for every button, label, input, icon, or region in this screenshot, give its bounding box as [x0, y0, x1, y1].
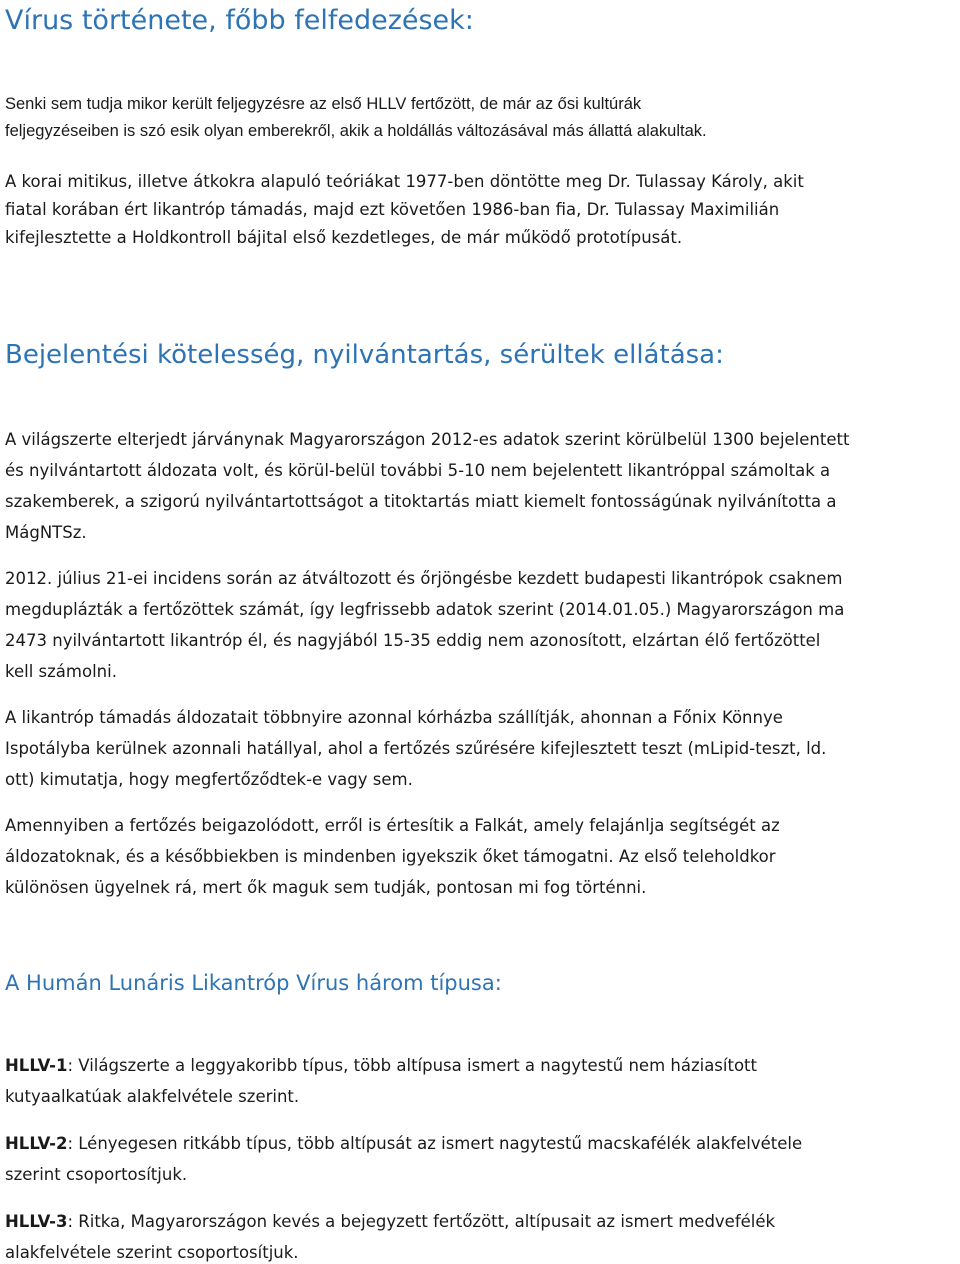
text-line: 2473 nyilvántartott likantróp él, és nagyjából 15-35 eddig nem azonosított, elzártan élő fertőzöttel	[5, 631, 821, 650]
text-line: Ispotályba kerülnek azonnali hatállyal, ahol a fertőzés szűrésére kifejlesztett teszt (mLipid-teszt, ld.	[5, 739, 827, 758]
text-line: ott) kimutatja, hogy megfertőződtek-e vagy sem.	[5, 770, 413, 789]
type-description: : Lényegesen ritkább típus, több altípusát az ismert nagytestű macskafélék alakfelvétele	[67, 1134, 803, 1153]
paragraph-reporting-pack	[5, 810, 952, 903]
text-line: Amennyiben a fertőzés beigazolódott, erről is értesítik a Falkát, amely felajánlja segítségét az	[5, 816, 780, 835]
text-line	[5, 1128, 952, 1159]
type-code: HLLV-3	[5, 1212, 68, 1231]
text-line: MágNTSz.	[5, 523, 87, 542]
paragraph-reporting-stats	[5, 424, 952, 548]
text-line: feljegyzéseiben is szó esik olyan emberekről, akik a holdállás változásával más állattá alakultak.	[5, 122, 707, 140]
text-line: kutyaalkatúak alakfelvétele szerint.	[5, 1087, 300, 1106]
type-code: HLLV-1	[5, 1056, 68, 1075]
text-line: áldozatoknak, és a későbbiekben is mindenben igyekszik őket támogatni. Az első teleholdkor	[5, 847, 776, 866]
paragraph-history-intro	[5, 91, 952, 145]
type-item-hllv2	[5, 1128, 952, 1190]
text-line: A világszerte elterjedt járványnak Magyarországon 2012-es adatok szerint körülbelül 1300 bejelentett	[5, 430, 850, 449]
type-item-hllv3	[5, 1206, 952, 1264]
text-line: szerint csoportosítjuk.	[5, 1165, 188, 1184]
section-heading-reporting: Bejelentési kötelesség, nyilvántartás, sérültek ellátása:	[5, 340, 724, 370]
text-line: alakfelvétele szerint csoportosítjuk.	[5, 1243, 299, 1262]
text-line: kell számolni.	[5, 662, 117, 681]
text-line: A likantróp támadás áldozatait többnyire azonnal kórházba szállítják, ahonnan a Főnix Könnye	[5, 708, 783, 727]
type-description: : Ritka, Magyarországon kevés a bejegyzett fertőzött, altípusait az ismert medvefélék	[67, 1212, 776, 1231]
type-code: HLLV-2	[5, 1134, 68, 1153]
text-line: és nyilvántartott áldozata volt, és körül-belül további 5-10 nem bejelentett likantróppal számoltak a	[5, 461, 831, 480]
paragraph-history-discovery	[5, 168, 952, 252]
paragraph-reporting-treatment	[5, 702, 952, 795]
text-line: megduplázták a fertőzöttek számát, így legfrissebb adatok szerint (2014.01.05.) Magyarországon ma	[5, 600, 845, 619]
text-line: A korai mitikus, illetve átkokra alapuló teóriákat 1977-ben döntötte meg Dr. Tulassay Károly, akit	[5, 172, 804, 191]
text-line: Senki sem tudja mikor került feljegyzésre az első HLLV fertőzött, de már az ősi kultúrák	[5, 95, 642, 113]
text-line: szakemberek, a szigorú nyilvántartottságot a titoktartás miatt kiemelt fontosságúnak nyilvánította a	[5, 492, 837, 511]
section-heading-types: A Humán Lunáris Likantróp Vírus három típusa:	[5, 971, 502, 995]
section-heading-history: Vírus története, főbb felfedezések:	[5, 5, 474, 36]
text-line: 2012. július 21-ei incidens során az átváltozott és őrjöngésbe kezdett budapesti likantrópok csaknem	[5, 569, 843, 588]
text-line: fiatal korában ért likantróp támadás, majd ezt követően 1986-ban fia, Dr. Tulassay Maximilián	[5, 200, 780, 219]
text-line	[5, 1050, 952, 1081]
text-line: kifejlesztette a Holdkontroll bájital első kezdetleges, de már működő prototípusát.	[5, 228, 683, 247]
paragraph-reporting-incident	[5, 563, 952, 687]
text-line	[5, 1206, 952, 1237]
text-line: különösen ügyelnek rá, mert ők maguk sem tudják, pontosan mi fog történni.	[5, 878, 647, 897]
type-description: : Világszerte a leggyakoribb típus, több altípusa ismert a nagytestű nem háziasított	[67, 1056, 757, 1075]
type-item-hllv1	[5, 1050, 952, 1112]
